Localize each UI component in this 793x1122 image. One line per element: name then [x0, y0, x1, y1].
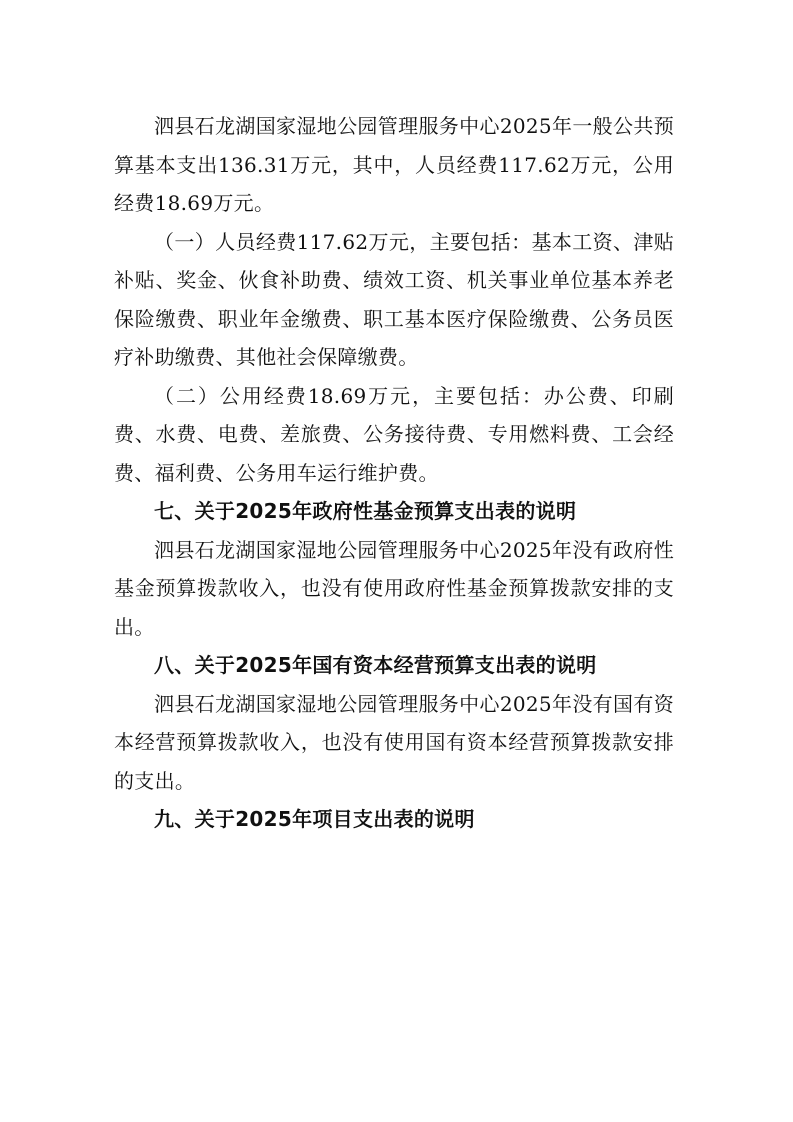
section-heading-government-fund: 七、关于2025年政府性基金预算支出表的说明: [154, 499, 577, 523]
section-heading-project-expenditure: 九、关于2025年项目支出表的说明: [154, 807, 475, 831]
document-body: [114, 107, 674, 839]
paragraph-government-fund: 泗县石龙湖国家湿地公园管理服务中心2025年没有政府性基金预算拨款收入，也没有使用政府性基金预算拨款安排的支出。: [114, 537, 674, 639]
paragraph-state-capital: 泗县石龙湖国家湿地公园管理服务中心2025年没有国有资本经营预算拨款收入，也没有使用国有资本经营预算拨款安排的支出。: [114, 691, 674, 793]
paragraph-basic-expenditure-summary: 泗县石龙湖国家湿地公园管理服务中心2025年一般公共预算基本支出136.31万元，其中，人员经费117.62万元，公用经费18.69万元。: [114, 114, 674, 215]
section-heading-state-capital: 八、关于2025年国有资本经营预算支出表的说明: [154, 653, 597, 677]
paragraph-public-expenses: （二）公用经费18.69万元，主要包括：办公费、印刷费、水费、电费、差旅费、公务接待费、专用燃料费、工会经费、福利费、公务用车运行维护费。: [114, 383, 674, 485]
paragraph-personnel-expenses: （一）人员经费117.62万元，主要包括：基本工资、津贴补贴、奖金、伙食补助费、绩效工资、机关事业单位基本养老保险缴费、职业年金缴费、职工基本医疗保险缴费、公务员医疗补助缴费、其他社会保障缴费。: [114, 229, 674, 369]
